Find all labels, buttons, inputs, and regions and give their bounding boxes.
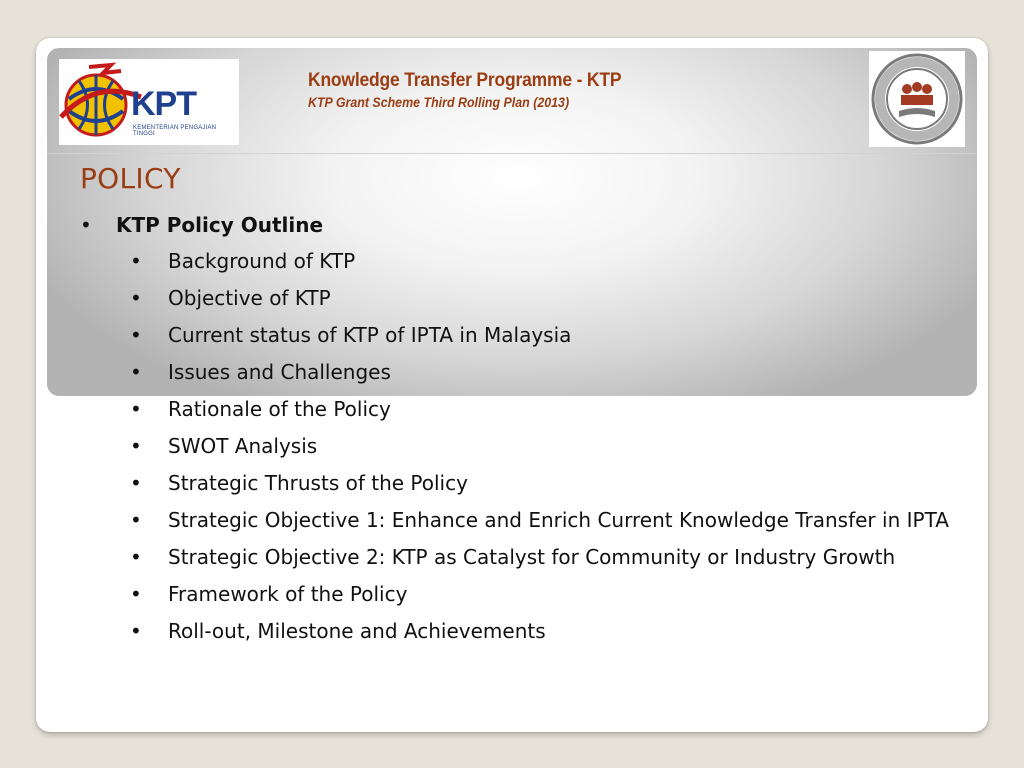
outline-heading-text: KTP Policy Outline — [116, 213, 324, 237]
list-item-text: Framework of the Policy — [168, 582, 408, 606]
kpt-ministry-logo — [59, 59, 239, 145]
list-item-text: Rationale of the Policy — [168, 397, 391, 421]
outline-list — [80, 246, 960, 646]
bullet: • — [130, 286, 142, 310]
header-subtitle: KTP Grant Scheme Third Rolling Plan (2013) — [308, 95, 570, 110]
list-item — [80, 357, 960, 387]
list-item — [80, 320, 960, 350]
list-item — [80, 246, 960, 276]
bullet: • — [80, 213, 92, 237]
list-item-text: Current status of KTP of IPTA in Malaysia — [168, 323, 572, 347]
bullet: • — [130, 397, 142, 421]
kpt-logo-subtext: KEMENTERIAN PENGAJIAN TINGGI — [133, 125, 217, 137]
list-item-text: Objective of KTP — [168, 286, 331, 310]
list-item-text: SWOT Analysis — [168, 434, 318, 458]
list-item — [80, 283, 960, 313]
bullet: • — [130, 582, 142, 606]
list-item-text: Background of KTP — [168, 249, 356, 273]
kpt-logo-text: KPT — [131, 85, 196, 123]
bullet: • — [130, 249, 142, 273]
list-item — [80, 505, 960, 535]
list-item-text: Strategic Objective 2: KTP as Catalyst for Community or Industry Growth — [168, 545, 896, 569]
list-item — [80, 431, 960, 461]
header-title: Knowledge Transfer Programme - KTP — [308, 70, 622, 91]
list-item — [80, 468, 960, 498]
bullet: • — [130, 360, 142, 384]
list-item — [80, 542, 960, 572]
bullet: • — [130, 323, 142, 347]
bullet: • — [130, 619, 142, 643]
list-item-text: Strategic Objective 1: Enhance and Enrich Current Knowledge Transfer in IPTA — [168, 508, 949, 532]
bullet: • — [130, 545, 142, 569]
bullet: • — [130, 471, 142, 495]
section-title: POLICY — [80, 162, 181, 195]
list-item-text: Strategic Thrusts of the Policy — [168, 471, 468, 495]
list-item — [80, 579, 960, 609]
policy-outline — [80, 210, 960, 653]
header-divider — [47, 153, 977, 154]
bullet: • — [130, 508, 142, 532]
seal-icon — [869, 51, 965, 147]
outline-heading — [80, 210, 960, 240]
list-item — [80, 616, 960, 646]
header-title-block — [308, 70, 698, 110]
list-item — [80, 394, 960, 424]
bullet: • — [130, 434, 142, 458]
list-item-text: Roll-out, Milestone and Achievements — [168, 619, 546, 643]
list-item-text: Issues and Challenges — [168, 360, 391, 384]
ktp-seal-logo — [869, 51, 965, 147]
